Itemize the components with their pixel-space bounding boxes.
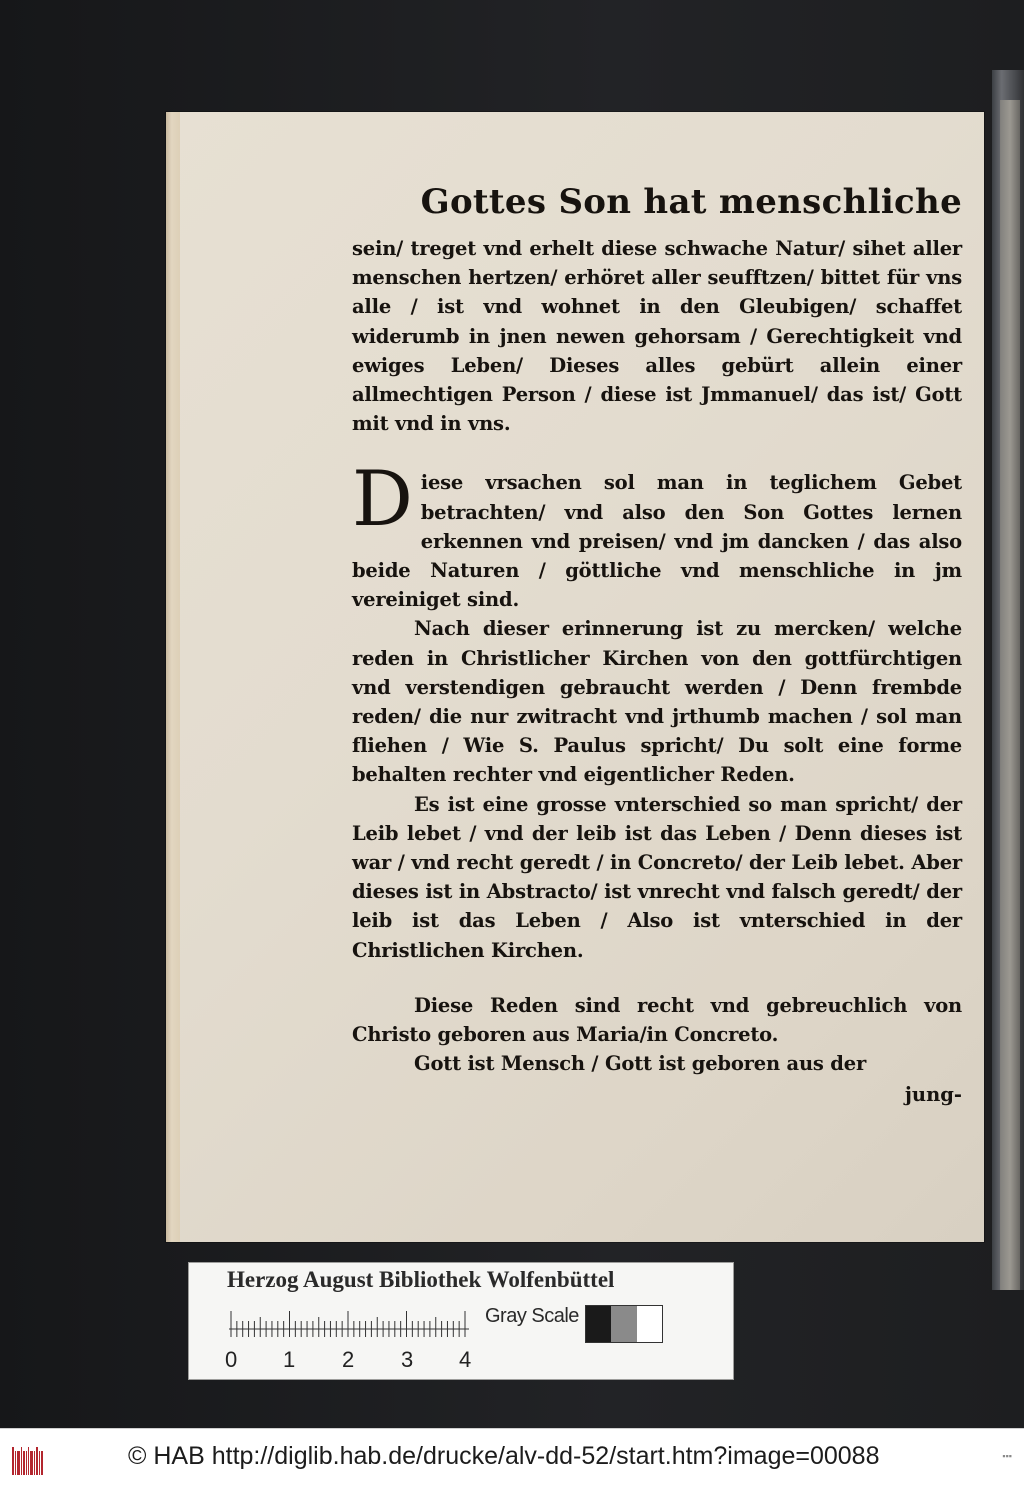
logo-bar	[26, 1451, 27, 1475]
ruler-number-2: 2	[342, 1347, 355, 1372]
ruler-number-0: 0	[225, 1347, 238, 1372]
book-edge-highlight	[1000, 100, 1020, 1290]
page-gutter	[166, 112, 180, 1242]
paragraph-3: Nach dieser erinnerung ist zu mercken/ welche reden in Christlicher Kirchen von den gottfürchtigen vnd verstendigen gebraucht werden / Denn frembde reden/ die nur zwitracht vnd jrthumb machen / sol man fliehen / Wie S. Paulus spricht/ Du solt eine forme behalten rechter vnd eigentlicher Reden.	[352, 617, 962, 787]
page-text-block	[352, 178, 962, 1110]
paragraph-4: Es ist eine grosse vnterschied so man spricht/ der Leib lebet / vnd der leib ist das Leben / Denn dieses ist war / vnd recht geredt / in Concreto/ der Leib lebet. Aber dieses ist in Abstracto/ ist vnrecht vnd falsch geredt/ der leib ist das Leben / Also ist vnterschied in der Christlichen Kirchen.	[352, 792, 962, 962]
gray-scale-swatches	[585, 1305, 663, 1343]
logo-bar	[15, 1451, 16, 1475]
paragraph-gap	[352, 965, 962, 991]
logo-bar	[30, 1451, 33, 1475]
logo-bar	[21, 1447, 22, 1475]
ruler	[229, 1309, 469, 1349]
paragraph-1: sein/ treget vnd erhelt diese schwache Natur/ sihet aller menschen hertzen/ erhöret aller seufftzen/ bittet für vns alle / ist vnd wohnet in den Gleubigen/ schaffet widerumb in jnen newen gehorsam / Gerechtigkeit vnd ewiges Leben/ Dieses alles gebürt allein einer allmechtigen Person / diese ist Jmmanuel/ das ist/ Gott mit vnd in vns.	[352, 237, 962, 436]
book-page	[166, 112, 984, 1242]
logo-bar	[17, 1451, 20, 1475]
hab-barcode-logo-icon	[12, 1445, 46, 1477]
swatch-white	[637, 1306, 662, 1342]
swatch-black	[586, 1306, 611, 1342]
footer-copyright-link[interactable]: © HAB http://diglib.hab.de/drucke/alv-dd-52/start.htm?image=00088	[128, 1442, 880, 1470]
library-title: Herzog August Bibliothek Wolfenbüttel	[227, 1267, 615, 1292]
gray-scale-label: Gray Scale	[485, 1305, 579, 1327]
paragraph-5: Diese Reden sind recht vnd gebreuchlich von Christo geboren aus Maria/in Concreto.	[352, 993, 962, 1047]
ruler-number-3: 3	[401, 1347, 414, 1372]
paragraph-gap	[352, 438, 962, 468]
logo-bar	[41, 1451, 43, 1475]
logo-bar	[12, 1447, 14, 1475]
logo-bar	[34, 1451, 35, 1475]
catchword: jung-	[904, 1083, 962, 1107]
paragraph-2-dropcap: Diese vrsachen sol man in teglichem Gebet betrachten/ vnd also den Son Gottes lernen erkennen vnd preisen/ vnd jm dancken / das also beide Naturen / göttliche vnd menschliche in jm vereiniget sind.	[352, 454, 962, 612]
footer-small-mark: ▪▪▪	[1002, 1451, 1012, 1461]
paragraph-6: Gott ist Mensch / Gott ist geboren aus der	[414, 1052, 867, 1076]
ruler-ticks	[229, 1309, 469, 1349]
logo-bar	[39, 1451, 40, 1475]
logo-bar	[23, 1451, 25, 1475]
swatch-gray	[611, 1306, 636, 1342]
ruler-number-4: 4	[459, 1347, 472, 1372]
scale-bar	[188, 1262, 734, 1380]
logo-bar	[28, 1447, 29, 1475]
footer	[0, 1428, 1024, 1492]
ruler-number-1: 1	[283, 1347, 296, 1372]
logo-bar	[36, 1447, 38, 1475]
page-heading: Gottes Son hat menschliche	[420, 182, 962, 222]
